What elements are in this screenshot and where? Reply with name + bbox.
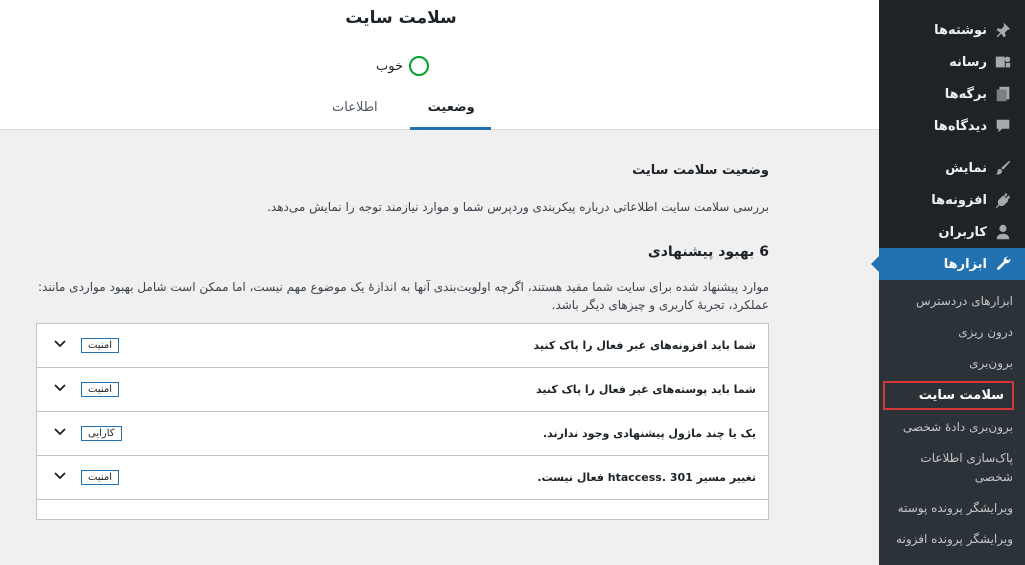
submenu-site-health[interactable]: سلامت سایت bbox=[883, 381, 1014, 410]
sidebar-item-comments[interactable] bbox=[879, 110, 1025, 142]
chevron-down-icon[interactable] bbox=[53, 468, 67, 487]
submenu-plugin-editor[interactable]: ویرایشگر پرونده افزونه bbox=[896, 532, 1013, 546]
submenu-theme-editor[interactable]: ویرایشگر پرونده پوسته bbox=[897, 501, 1013, 515]
health-status bbox=[376, 56, 429, 76]
submenu-erase-personal-data[interactable]: پاک‌سازی اطلاعات شخصی bbox=[920, 451, 1013, 484]
sidebar-item-label: ابزارها bbox=[943, 256, 987, 272]
pages-icon bbox=[993, 84, 1013, 104]
submenu-import[interactable]: درون ریزی bbox=[958, 325, 1013, 339]
sidebar-item-pages[interactable] bbox=[879, 78, 1025, 110]
chevron-down-icon[interactable] bbox=[53, 336, 67, 355]
submenu-available-tools[interactable]: ابزارهای دردسترس bbox=[915, 294, 1013, 308]
sidebar-item-label: افزونه‌ها bbox=[931, 192, 987, 208]
page-title: سلامت سایت bbox=[345, 8, 457, 28]
sidebar-item-label: برگه‌ها bbox=[944, 86, 987, 102]
category-badge: امنیت bbox=[81, 382, 119, 397]
tab-info[interactable]: اطلاعات bbox=[332, 100, 378, 115]
brush-icon bbox=[993, 158, 1013, 178]
media-icon bbox=[993, 52, 1013, 72]
chevron-down-icon[interactable] bbox=[53, 424, 67, 443]
issue-row[interactable] bbox=[37, 324, 768, 368]
tab-bar bbox=[316, 92, 491, 130]
sidebar-item-appearance[interactable] bbox=[879, 152, 1025, 184]
issues-accordion bbox=[36, 323, 769, 520]
section-description: بررسی سلامت سایت اطلاعاتی درباره پیکربندی وردپرس شما و موارد نیازمند توجه را نمایش می‌دهد. bbox=[267, 200, 769, 214]
sidebar-item-label: دیدگاه‌ها bbox=[933, 118, 987, 134]
category-badge: کارایی bbox=[81, 426, 122, 441]
status-good-icon bbox=[409, 56, 429, 76]
sidebar-item-tools[interactable] bbox=[879, 248, 1025, 280]
improvements-title: 6 بهبود پیشنهادی bbox=[647, 244, 769, 260]
user-icon bbox=[993, 222, 1013, 242]
sidebar-item-users[interactable] bbox=[879, 216, 1025, 248]
issue-title: یک یا چند ماژول پیشنهادی وجود ندارند. bbox=[542, 427, 756, 440]
chevron-down-icon[interactable] bbox=[53, 380, 67, 399]
tools-submenu bbox=[879, 280, 1025, 565]
issue-row[interactable] bbox=[37, 500, 768, 520]
issue-row[interactable] bbox=[37, 368, 768, 412]
sidebar-item-label: کاربران bbox=[938, 224, 987, 240]
issue-title: شما باید پوسته‌های غیر فعال را پاک کنید bbox=[535, 383, 756, 396]
sidebar-item-label: رسانه bbox=[949, 54, 987, 70]
status-label: خوب bbox=[376, 58, 403, 74]
section-title: وضعیت سلامت سایت bbox=[632, 163, 769, 178]
issue-row[interactable] bbox=[37, 456, 768, 500]
pin-icon bbox=[993, 20, 1013, 40]
sidebar-item-label: نوشته‌ها bbox=[934, 22, 987, 38]
sidebar-item-plugins[interactable] bbox=[879, 184, 1025, 216]
admin-sidebar bbox=[879, 0, 1025, 546]
tab-status[interactable]: وضعیت bbox=[410, 92, 491, 130]
main-content bbox=[36, 131, 769, 314]
issue-row[interactable] bbox=[37, 412, 768, 456]
improvements-description: موارد پیشنهاد شده برای سایت شما مفید هستند، اگرچه اولویت‌بندی آنها به اندازهٔ یک موضوع مهم نیست، اما ممکن است شامل بهبود مواردی مانند: عملکرد، تجربهٔ کاربری و چیزهای دیگر باشد. bbox=[37, 280, 769, 312]
category-badge: امنیت bbox=[81, 470, 119, 485]
category-badge: امنیت bbox=[81, 338, 119, 353]
sidebar-item-posts[interactable] bbox=[879, 14, 1025, 46]
issue-title: تغییر مسیر htaccess. 301 فعال نیست. bbox=[537, 471, 756, 484]
sidebar-item-label: نمایش bbox=[945, 160, 987, 176]
issue-title: شما باید افزونه‌های غیر فعال را پاک کنید bbox=[533, 339, 756, 352]
sidebar-item-media[interactable] bbox=[879, 46, 1025, 78]
wrench-icon bbox=[993, 254, 1013, 274]
submenu-export[interactable]: برون‌بری bbox=[969, 356, 1013, 370]
plugin-icon bbox=[993, 190, 1013, 210]
comments-icon bbox=[993, 116, 1013, 136]
page-header bbox=[0, 0, 879, 130]
submenu-export-personal-data[interactable]: برون‌بری دادهٔ شخصی bbox=[902, 420, 1013, 434]
